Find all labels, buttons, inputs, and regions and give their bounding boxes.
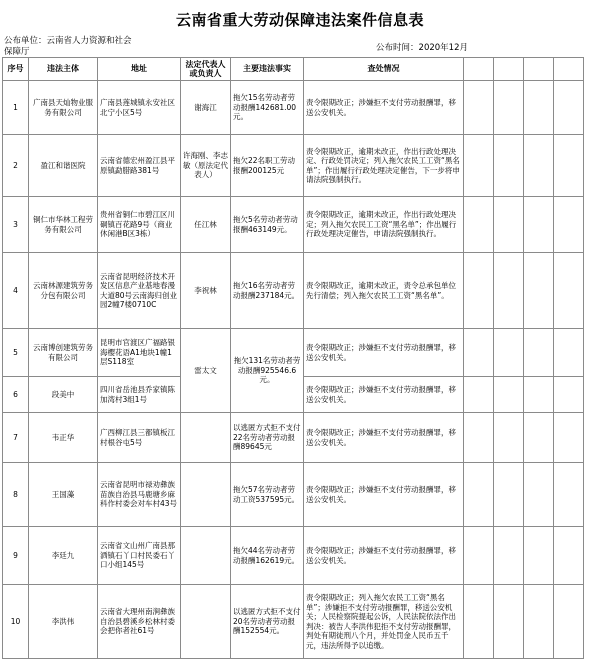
cell-no: 9 [3, 527, 29, 585]
cell-fact: 拖欠5名劳动者劳动报酬463149元。 [231, 197, 304, 253]
table-row [3, 81, 584, 135]
cell-result: 责令限期改正，逾期未改正，责令总承包单位先行清偿；列入拖欠农民工工资“黑名单”。 [304, 253, 464, 329]
cases-table [2, 57, 584, 659]
cell-address: 昆明市官渡区广福路银海樱花语A1地块1幢1层S118室 [98, 329, 181, 377]
cell-subject: 韦正华 [29, 413, 98, 463]
page-title: 云南省重大劳动保障违法案件信息表 [175, 11, 424, 29]
cell-representative: 许海刚、李志敏（原法定代表人） [181, 135, 231, 197]
cell-subject: 云南博创建筑劳务有限公司 [29, 329, 98, 377]
cell-fact: 拖欠57名劳动者劳动工资537595元。 [231, 463, 304, 527]
cell-address: 云南省大理州南涧彝族自治县碧溪乡松林村委会把你者社61号 [98, 585, 181, 659]
cell-no: 8 [3, 463, 29, 527]
table-row [3, 527, 584, 585]
table-row [3, 585, 584, 659]
cell-no: 2 [3, 135, 29, 197]
cell-address: 四川省岳池县乔家镇陈加湾村3组1号 [98, 377, 181, 413]
cell-representative [181, 463, 231, 527]
cell-result: 责令限期改正；涉嫌拒不支付劳动报酬罪，移送公安机关。 [304, 463, 464, 527]
cell-subject: 广南县天灿物业服务有限公司 [29, 81, 98, 135]
cell-no: 1 [3, 81, 29, 135]
publish-time-label: 公布时间：2020年12月 [376, 43, 468, 53]
cell-fact: 拖欠131名劳动者劳动报酬925546.6元。 [231, 329, 304, 413]
cell-fact: 拖欠16名劳动者劳动报酬237184元。 [231, 253, 304, 329]
table-row [3, 135, 584, 197]
cell-representative: 雷太文 [181, 329, 231, 413]
cell-address: 云南省文山州广南县那洒镇石丫口村民委石丫口小组145号 [98, 527, 181, 585]
header-result: 查处情况 [304, 58, 464, 81]
cell-subject: 盈江和谐医院 [29, 135, 98, 197]
cell-no: 10 [3, 585, 29, 659]
cell-subject: 云南林源建筑劳务分包有限公司 [29, 253, 98, 329]
cell-subject: 李洪伟 [29, 585, 98, 659]
cell-fact: 以逃匿方式拒不支付20名劳动者劳动报酬152554元。 [231, 585, 304, 659]
cell-no: 5 [3, 329, 29, 377]
header-address: 地址 [98, 58, 181, 81]
cell-address: 云南省昆明经济技术开发区信息产业基地春漫大道80号云南海归创业园2幢7楼0710C [98, 253, 181, 329]
cell-address: 贵州省铜仁市碧江区川硐镇百花路9号（商业休闲港B区3栋） [98, 197, 181, 253]
cell-representative: 任江林 [181, 197, 231, 253]
cell-result: 责令限期改正；列入拖欠农民工工资“黑名单”；涉嫌拒不支付劳动报酬罪，移送公安机关；人民检察院提起公诉，人民法院依法作出判决：被告人李洪伟犯拒不支付劳动报酬罪，判处有期徒刑八个月，并处罚金人民币五千元，违法所得予以追缴。 [304, 585, 464, 659]
cell-no: 3 [3, 197, 29, 253]
header-subject: 违法主体 [29, 58, 98, 81]
cell-address: 广南县莲城镇永安社区北宁小区5号 [98, 81, 181, 135]
table-row [3, 253, 584, 329]
cell-no: 7 [3, 413, 29, 463]
cell-representative: 谢海江 [181, 81, 231, 135]
cell-address: 云南省昆明市禄劝彝族苗族自治县马鹿塘乡麻科作村委会对车村43号 [98, 463, 181, 527]
cell-result: 责令限期改正；涉嫌拒不支付劳动报酬罪，移送公安机关。 [304, 527, 464, 585]
cell-fact: 拖欠22名职工劳动报酬200125元 [231, 135, 304, 197]
cell-address: 广西柳江县三都镇板江村根谷屯5号 [98, 413, 181, 463]
cell-representative [181, 527, 231, 585]
publisher-label: 公布单位：云南省人力资源和社会保障厅 [4, 36, 132, 57]
cell-subject: 铜仁市华林工程劳务有限公司 [29, 197, 98, 253]
table-row [3, 197, 584, 253]
header-fact: 主要违法事实 [231, 58, 304, 81]
cell-representative [181, 413, 231, 463]
header-no: 序号 [3, 58, 29, 81]
cell-subject: 王国藻 [29, 463, 98, 527]
cell-result: 责令限期改正，逾期未改正，作出行政处理决定；列入拖欠农民工工资“黑名单”；作出履行行政处理决定催告，申请法院强制执行。 [304, 197, 464, 253]
cell-address: 云南省德宏州盈江县平原镇勐腊路381号 [98, 135, 181, 197]
cell-representative [181, 585, 231, 659]
cell-result: 责令限期改正；涉嫌拒不支付劳动报酬罪，移送公安机关。 [304, 81, 464, 135]
cell-result: 责令限期改正；涉嫌拒不支付劳动报酬罪，移送公安机关。 [304, 329, 464, 377]
cell-subject: 李廷九 [29, 527, 98, 585]
table-row [3, 413, 584, 463]
header-representative: 法定代表人或负责人 [181, 58, 231, 81]
cell-result: 责令限期改正；涉嫌拒不支付劳动报酬罪，移送公安机关。 [304, 413, 464, 463]
cell-fact: 拖欠15名劳动者劳动报酬142681.00元。 [231, 81, 304, 135]
cell-result: 责令限期改正；涉嫌拒不支付劳动报酬罪，移送公安机关。 [304, 377, 464, 413]
cell-subject: 段美中 [29, 377, 98, 413]
cell-no: 6 [3, 377, 29, 413]
cell-no: 4 [3, 253, 29, 329]
table-header-row [3, 58, 584, 81]
table-row [3, 329, 584, 377]
cell-result: 责令限期改正，逾期未改正，作出行政处理决定、行政处罚决定；列入拖欠农民工工资“黑名单”；作出履行行政处理决定催告，下一步将申请法院强制执行。 [304, 135, 464, 197]
cell-fact: 以逃匿方式拒不支付22名劳动者劳动报酬89645元 [231, 413, 304, 463]
cell-representative: 李祝林 [181, 253, 231, 329]
table-row [3, 463, 584, 527]
cell-fact: 拖欠44名劳动者劳动报酬162619元。 [231, 527, 304, 585]
